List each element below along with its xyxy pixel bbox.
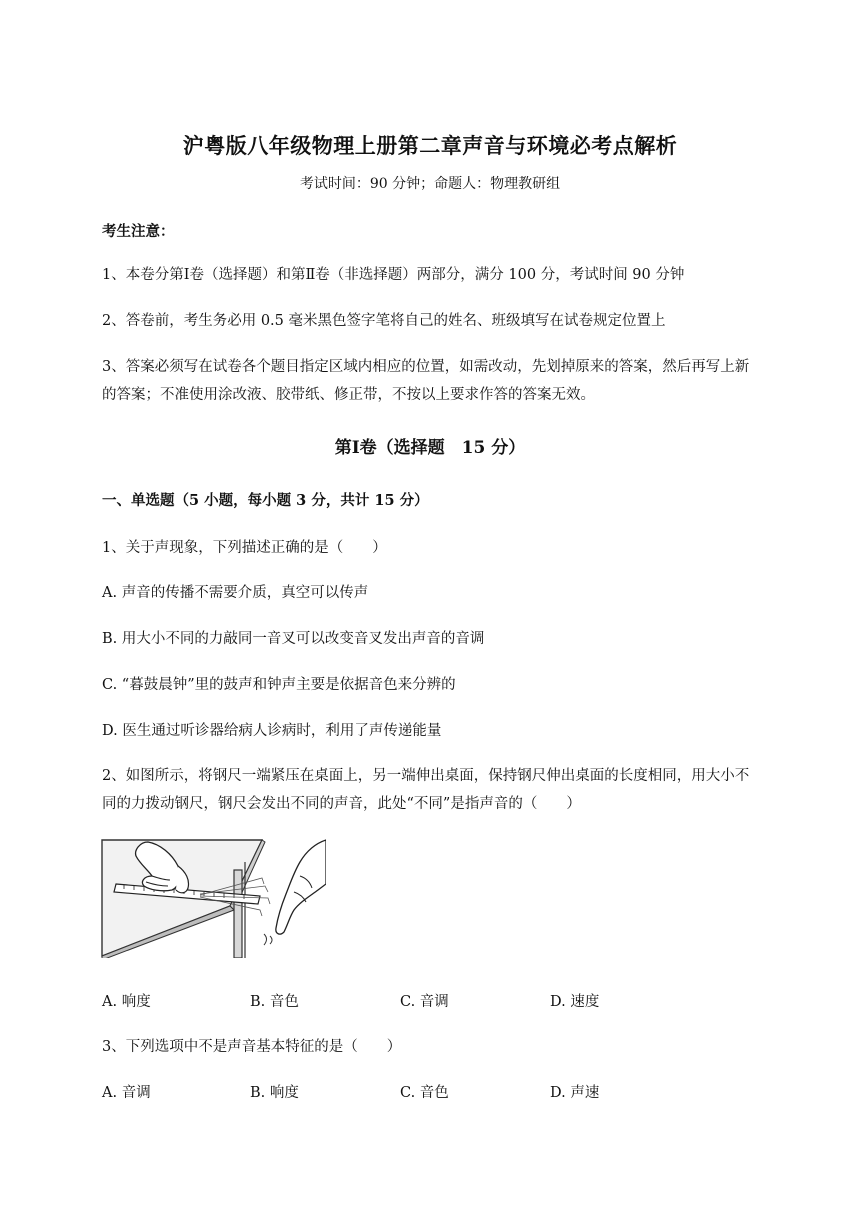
question-3-stem: 3、下列选项中不是声音基本特征的是（ ） [102,1039,402,1055]
exam-info: 考试时间：90 分钟；命题人：物理教研组 [299,176,561,192]
notice-item: 2、答卷前，考生务必用 0.5 毫米黑色签字笔将自己的姓名、班级填写在试卷规定位置上 [102,313,666,329]
question-2-option-d: D. 速度 [550,994,600,1010]
question-2-option-a: A. 响度 [102,994,151,1010]
notice-item: 1、本卷分第Ⅰ卷（选择题）和第Ⅱ卷（非选择题）两部分，满分 100 分，考试时间 90 分钟 [102,267,685,283]
question-3-option-c: C. 音色 [400,1085,449,1101]
question-3-option-b: B. 响度 [250,1085,299,1101]
question-2-stem: 2、如图所示，将钢尺一端紧压在桌面上，另一端伸出桌面，保持钢尺伸出桌面的长度相同，用大小不 [102,768,750,784]
question-1-stem: 1、关于声现象，下列描述正确的是（ ） [102,540,387,556]
ruler-on-table-figure [100,836,326,958]
page-title: 沪粤版八年级物理上册第二章声音与环境必考点解析 [182,133,678,158]
question-3-option-d: D. 声速 [550,1085,600,1101]
question-1-option-a: A. 声音的传播不需要介质，真空可以传声 [102,585,369,601]
question-1-option-d: D. 医生通过听诊器给病人诊病时，利用了声传递能量 [102,723,442,739]
notice-item: 3、答案必须写在试卷各个题目指定区域内相应的位置，如需改动，先划掉原来的答案，然后再写上新 [102,359,750,375]
notice-heading: 考生注意： [102,223,175,240]
question-3-option-a: A. 音调 [102,1085,151,1101]
question-1-option-c: C. “暮鼓晨钟”里的鼓声和钟声主要是依据音色来分辨的 [102,677,456,693]
section-heading: 第Ⅰ卷（选择题 15 分） [334,438,526,458]
part-heading: 一、单选题（5 小题，每小题 3 分，共计 15 分） [102,492,429,509]
question-2-option-c: C. 音调 [400,994,449,1010]
question-1-option-b: B. 用大小不同的力敲同一音叉可以改变音叉发出声音的音调 [102,631,485,647]
notice-item-continued: 的答案；不准使用涂改液、胶带纸、修正带，不按以上要求作答的答案无效。 [102,387,595,403]
question-2-stem-continued: 同的力拨动钢尺，钢尺会发出不同的声音，此处“不同”是指声音的（ ） [102,796,581,812]
question-2-option-b: B. 音色 [250,994,299,1010]
